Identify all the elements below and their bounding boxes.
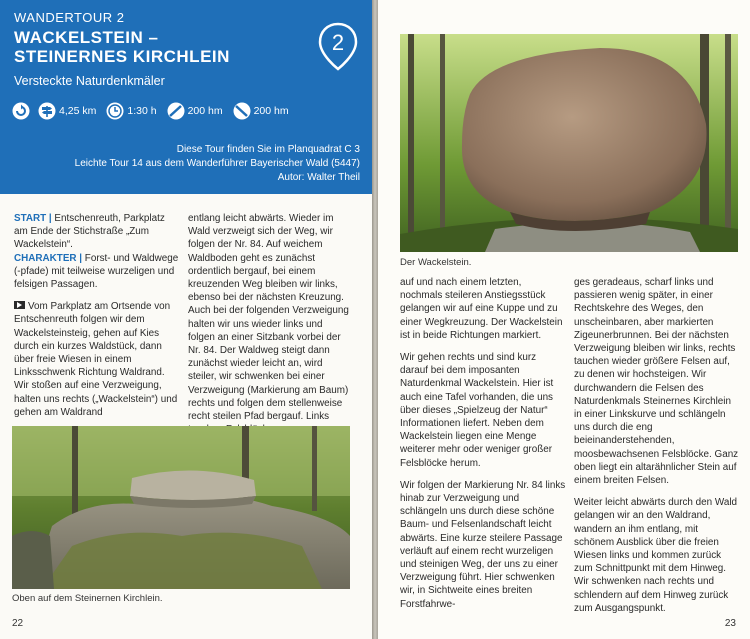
ascent-stat xyxy=(167,102,223,120)
time-value: 1:30 h xyxy=(127,105,157,117)
charakter-paragraph xyxy=(14,252,180,292)
right-col1-p3: Wir folgen der Markierung Nr. 84 links hinab zur Verzweigung und schlängeln uns durch diese schöne Baum- und Felsenlandschaft leicht abwärts. Eine kurze steilere Passage verläuft auf einem recht wurzeligen und steinigen Weg, der uns zu einer Verzweigung führt. Hier schwenken wir, in Sichtweite eines breiten Forstfahrwe- xyxy=(400,479,566,610)
tour-stats xyxy=(12,102,289,120)
clock-icon xyxy=(106,102,124,120)
descent-value: 200 hm xyxy=(253,105,289,117)
time-stat xyxy=(106,102,156,120)
left-col2-text: entlang leicht abwärts. Wieder im Wald verzweigt sich der Weg, wir folgen der Nr. 84. Auf weichem Waldboden geht es zunächst ordentlich bergauf, bei einem kreuzenden Weg bleiben wir links, ebenso bei der nächsten Kreuzung. Auch bei der folgenden Verzweigung halten wir uns wieder links und folgen an einer Sitzbank vorbei der Nr. 84. Der Waldweg steigt dann zunächst wieder leicht an, wird steiler, wir schwenken bei einer Verzweigung (Markierung am Baum) rechts und folgen dem stellenweise recht steilen Pfad bergauf. Links xyxy=(188,213,349,423)
tour-title-line2: STEINERNES KIRCHLEIN xyxy=(14,47,230,66)
descent-stat xyxy=(233,102,289,120)
tour-header xyxy=(0,0,372,194)
left-column-2 xyxy=(188,212,352,445)
start-paragraph xyxy=(14,212,180,252)
tour-number: 2 xyxy=(331,30,345,55)
right-col1-p1: auf und nach einem letzten, nochmals steileren Anstiegsstück gelangen wir auf eine Kuppe und zu einer Wegkreuzung. Der Wackelstein ist in beide Richtungen markiert. xyxy=(400,277,563,341)
right-page xyxy=(378,0,750,639)
right-photo-caption: Der Wackelstein. xyxy=(400,257,472,268)
start-text: Entschenreuth, Parkplatz am Ende der Stichstraße „Zum Wackelstein“. xyxy=(14,213,165,251)
map-pin-icon xyxy=(318,22,358,72)
page-number-right: 23 xyxy=(724,618,736,629)
steinernes-kirchlein-photo xyxy=(12,426,350,589)
right-col2-p1: ges geradeaus, scharf links und passieren wenig später, in einer Rechtskehre des Weges, den unscheinbaren, aber markierten Zigeunerbrunnen. Bei der nächsten Verzweigung bleiben wir links, rechts tauchen wieder größere Felsen auf, zu denen wir hochsteigen. Wir durchwandern die Felsen des Naturdenkmals Steinernes Kirchlein in einer Linkskurve und schlängeln uns durch die eng beieinanderstehenden, moosbewachsenen Felsblöcke. Ganz oben liegt ein altarähnlicher Stein auf einem breiten Felsen. xyxy=(574,277,739,487)
start-label: START | xyxy=(14,213,52,224)
wackelstein-photo xyxy=(400,34,738,252)
signpost-icon xyxy=(38,102,56,120)
tour-meta xyxy=(75,143,360,185)
left-photo-caption: Oben auf dem Steinernen Kirchlein. xyxy=(12,593,163,604)
page-number-left: 22 xyxy=(12,618,24,629)
charakter-label: CHARAKTER | xyxy=(14,252,83,264)
ascent-icon xyxy=(167,102,185,120)
meta-author: Autor: Walter Theil xyxy=(277,172,360,183)
tour-subtitle: Versteckte Naturdenkmäler xyxy=(14,74,165,88)
route-text: Vom Parkplatz am Ortsende von Entschenreuth folgen wir dem Wackelsteinsteig, gehen auf Kies durch ein kurzes Waldstück, dann über freie Wiesen in einem Linksschwenk Richtung Waldrand. Wir stoßen auf eine Verzweigung, halten uns rechts („Wackelstein“) und gehen am Waldrand xyxy=(14,301,178,418)
right-column-2 xyxy=(574,276,740,624)
right-column-1 xyxy=(400,276,566,620)
route-paragraph xyxy=(14,300,180,419)
tour-title xyxy=(14,28,230,66)
tour-label: WANDERTOUR 2 xyxy=(14,10,125,25)
meta-source: Leichte Tour 14 aus dem Wanderführer Bayerischer Wald (5447) xyxy=(74,158,360,169)
meta-planquadrat: Diese Tour finden Sie im Planquadrat C 3 xyxy=(176,144,360,155)
descent-icon xyxy=(233,102,251,120)
tour-title-line1: WACKELSTEIN – xyxy=(14,28,159,47)
charakter-text: Forst- und Waldwege (-pfade) mit teilweise wurzeligen und felsigen Passagen. xyxy=(14,252,179,291)
ascent-value: 200 hm xyxy=(187,105,223,117)
distance-value: 4,25 km xyxy=(59,105,97,117)
left-page xyxy=(0,0,372,639)
route-arrow-icon xyxy=(14,301,25,309)
right-col1-p2: Wir gehen rechts und sind kurz darauf bei dem imposanten Naturdenkmal Wackelstein. Hier ist auch eine Tafel vorhanden, die uns über dieses „Spielzeug der Natur“ Informationen liefert. Neben dem Wackelstein liegen eine Menge weiterer mehr oder weniger großer Felsblöcke herum. xyxy=(400,352,554,469)
loop-route-icon xyxy=(12,102,30,120)
right-col2-p2: Weiter leicht abwärts durch den Wald gelangen wir an den Waldrand, wandern an ihm entlang, mit schönem Ausblick über die freien Wiesen links und kommen zurück zum Schnittpunkt mit dem Hinweg. Wir schwenken nach rechts und schlendern auf dem Hinweg zurück zum Ausgangspunkt. xyxy=(574,497,738,614)
distance-stat xyxy=(38,102,96,120)
left-column-1 xyxy=(14,212,180,428)
